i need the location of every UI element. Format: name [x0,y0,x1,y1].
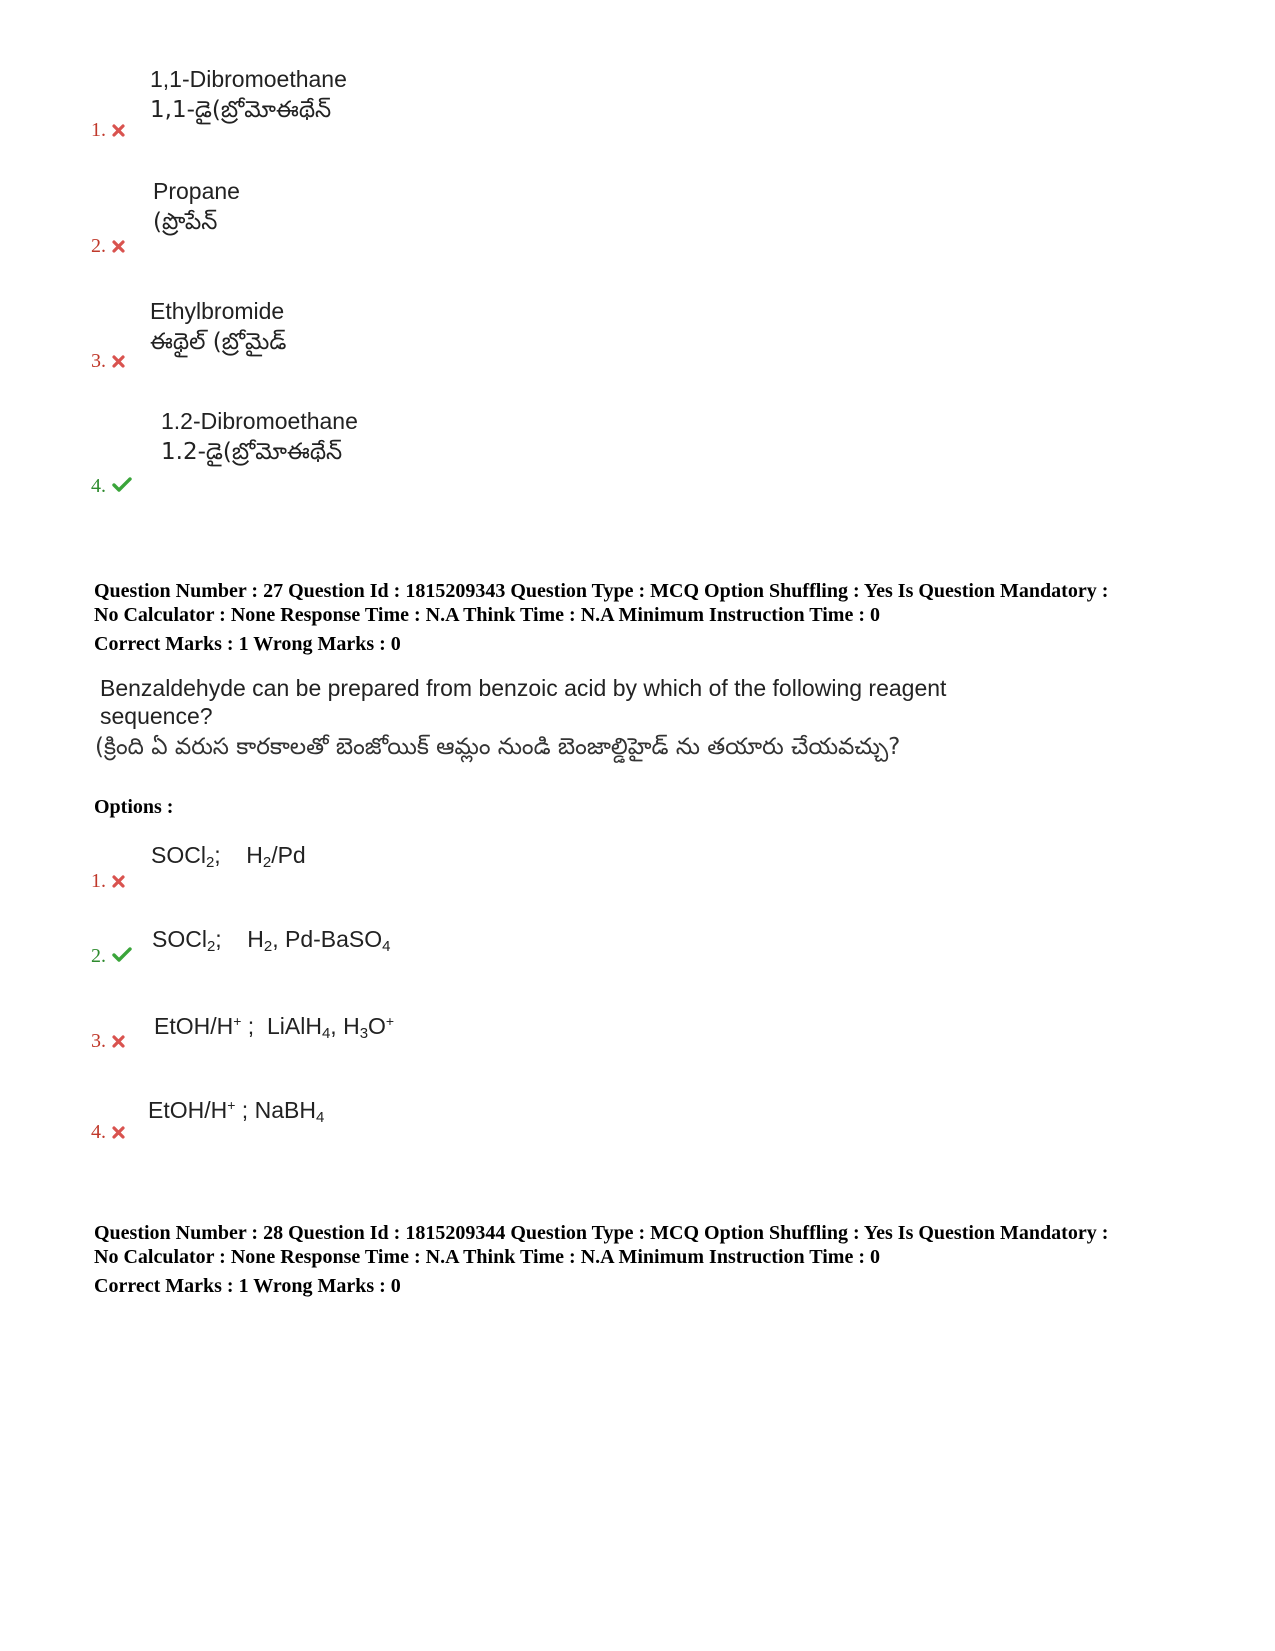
option-number: 3. [91,1030,106,1052]
cross-icon [112,1032,125,1052]
formula-superscript: + [385,1013,395,1029]
formula-part: EtOH/H [148,1097,228,1123]
meta-line-2: No Calculator : None Response Time : N.A Think Time : N.A Minimum Instruction Time : 0 [94,603,880,626]
formula-part: SOCl [152,926,207,952]
prev-option-4-text [161,406,358,468]
cross-icon [112,237,125,257]
options-label: Options : [94,796,174,818]
formula-subscript: 2 [205,854,215,871]
formula-part: ; LiAlH [241,1013,322,1039]
check-icon [112,947,132,967]
cross-icon [112,352,125,372]
option-number: 1. [91,119,106,141]
formula-subscript: 2 [263,938,273,955]
q27-option-3-text [154,1006,394,1049]
option-text-en: 1,1-Dibromoethane [150,66,347,92]
formula-superscript: + [227,1097,236,1113]
formula-subscript: 3 [359,1025,369,1042]
formula-subscript: 4 [382,938,391,955]
cross-icon [112,121,125,141]
meta-line-2: No Calculator : None Response Time : N.A Think Time : N.A Minimum Instruction Time : 0 [94,1245,880,1268]
formula-superscript: + [233,1013,242,1029]
cross-icon [112,1123,125,1143]
q27-option-1 [91,871,125,892]
option-number: 2. [91,235,106,257]
meta-line-1: Question Number : 28 Question Id : 1815209344 Question Type : MCQ Option Shuffling : Yes Is Question Mandatory : [94,1222,1109,1244]
prev-option-2-text [153,176,240,238]
prev-option-4 [91,476,132,497]
formula-part: ; H [215,926,264,952]
question-text-en-line2: sequence? [100,703,213,729]
option-number: 2. [91,945,106,967]
formula-part: , Pd-BaSO [272,926,383,952]
question-28-meta [94,1222,1214,1269]
formula-subscript: 2 [262,854,272,871]
question-28-marks: Correct Marks : 1 Wrong Marks : 0 [94,1275,401,1297]
formula-subscript: 4 [321,1025,331,1042]
option-text-te: 1.2-డై(బ్రోమోఈథేన్ [161,439,343,465]
formula-part: O [368,1013,386,1039]
option-number: 3. [91,350,106,372]
formula-part: , H [330,1013,360,1039]
option-text-te: (ప్రొపేన్ [153,209,218,235]
option-text-te: ఈథైల్ (బ్రోమైడ్ [150,329,287,355]
q27-option-2 [91,946,132,967]
option-number: 4. [91,1121,106,1143]
question-text-te: (క్రింది ఏ వరుస కారకాలతో బెంజోయిక్ ఆమ్లం నుండి బెంజాల్డిహైడ్ ను తయారు చేయవచ్చు? [95,734,901,760]
prev-option-3-text [150,296,286,358]
formula-part: ; H [214,842,263,868]
formula-part: /Pd [271,842,306,868]
q27-option-4-text [148,1090,324,1133]
prev-option-2 [91,236,125,257]
formula-part: EtOH/H [154,1013,234,1039]
question-27-meta [94,580,1214,627]
formula-subscript: 4 [315,1109,325,1126]
option-text-en: Propane [153,178,240,204]
question-27-text [95,674,947,764]
q27-option-2-text [152,924,390,962]
question-27-marks: Correct Marks : 1 Wrong Marks : 0 [94,633,401,655]
formula-part: SOCl [151,842,206,868]
q27-option-4 [91,1122,125,1143]
prev-option-3 [91,351,125,372]
option-text-en: Ethylbromide [150,298,285,324]
option-text-te: 1,1-డై(బ్రోమోఈథేన్ [150,97,332,123]
check-icon [112,477,132,497]
cross-icon [112,872,125,892]
prev-option-1-text [150,64,347,126]
q27-option-3 [91,1031,125,1052]
option-number: 1. [91,870,106,892]
question-text-en-line1: Benzaldehyde can be prepared from benzoic acid by which of the following reagent [100,675,947,701]
formula-subscript: 2 [206,938,216,955]
prev-option-1 [91,120,125,141]
option-number: 4. [91,475,106,497]
meta-line-1: Question Number : 27 Question Id : 1815209343 Question Type : MCQ Option Shuffling : Yes Is Question Mandatory : [94,580,1109,602]
option-text-en: 1.2-Dibromoethane [161,408,358,434]
formula-part: ; NaBH [235,1097,316,1123]
q27-option-1-text [151,840,306,878]
